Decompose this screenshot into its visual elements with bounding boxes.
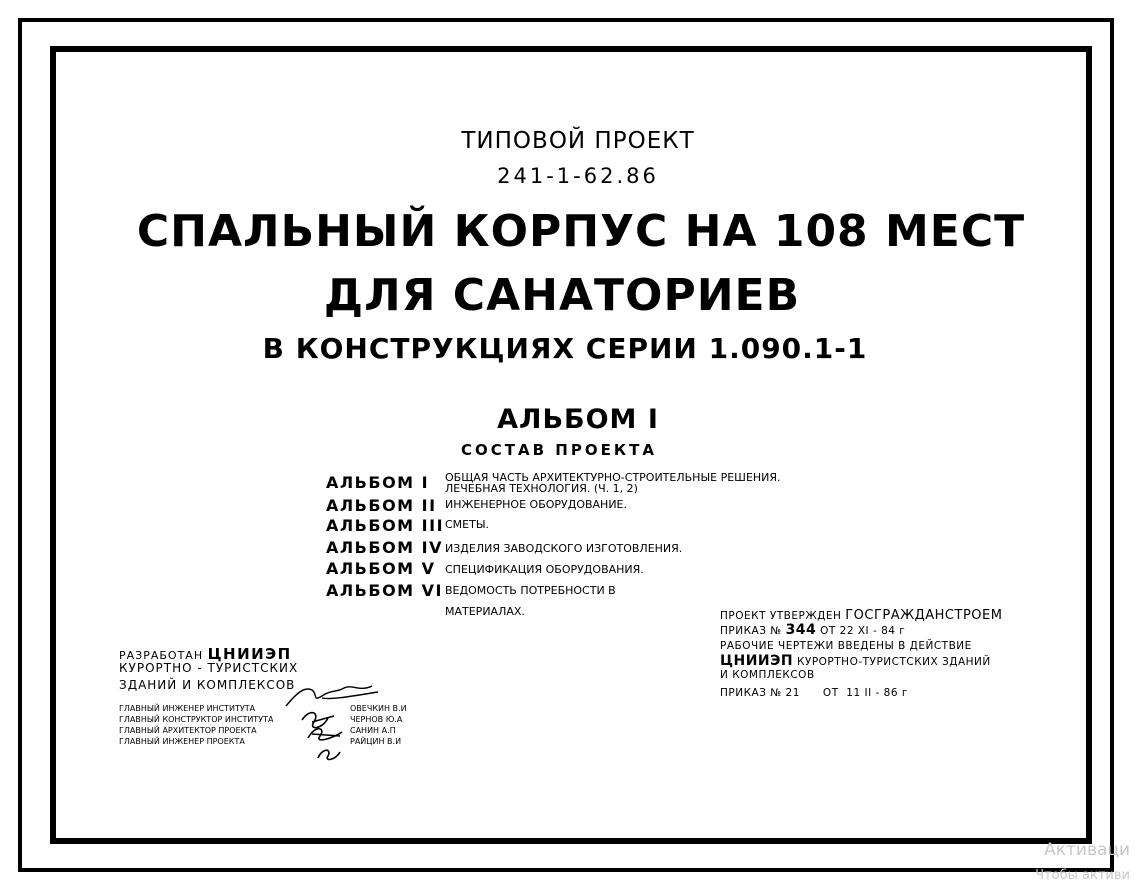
staff-name-2: ЧЕРНОВ Ю.А [350, 715, 403, 724]
composition-heading: СОСТАВ ПРОЕКТА [461, 441, 657, 459]
approval-org-2-rest: КУРОРТНО-ТУРИСТСКИХ ЗДАНИЙ [796, 656, 991, 668]
staff-name-4: РАЙЦИН В.И [350, 737, 402, 746]
approval-line-6: ПРИКАЗ № 21 ОТ 11 II - 86 г [720, 687, 908, 699]
staff-role-1: ГЛАВНЫЙ ИНЖЕНЕР ИНСТИТУТА [119, 704, 256, 713]
title-line-2: ДЛЯ САНАТОРИЕВ [323, 270, 801, 321]
developer-line-2: КУРОРТНО - ТУРИСТСКИХ [119, 661, 299, 675]
approval-line-2 [720, 622, 905, 638]
activation-watermark-sub: Чтобы активи [1035, 868, 1130, 883]
approval-line-5: И КОМПЛЕКСОВ [720, 669, 815, 681]
title-line-3: В КОНСТРУКЦИЯХ СЕРИИ 1.090.1-1 [262, 332, 868, 365]
order-prefix: ПРИКАЗ № [720, 625, 782, 637]
order-number: 344 [785, 622, 817, 638]
project-type: ТИПОВОЙ ПРОЕКТ [461, 128, 695, 154]
approval-line-4 [720, 653, 991, 669]
staff-role-3: ГЛАВНЫЙ АРХИТЕКТОР ПРОЕКТА [119, 726, 257, 735]
album-3-name: АЛЬБОМ III [326, 516, 445, 535]
approval-org-2: ЦНИИЭП [720, 653, 794, 669]
developer-org: ЦНИИЭП [207, 645, 292, 663]
signatures-graphic [282, 672, 392, 764]
album-6-desc-2: МАТЕРИАЛАХ. [445, 605, 525, 618]
project-number: 241-1-62.86 [497, 164, 659, 188]
developer-prefix: РАЗРАБОТАН [119, 649, 204, 662]
album-2-name: АЛЬБОМ II [326, 496, 437, 515]
approval-line-1 [720, 608, 1002, 623]
album-1-name: АЛЬБОМ I [326, 473, 430, 492]
title-line-1: СПАЛЬНЫЙ КОРПУС НА 108 МЕСТ [136, 206, 1026, 257]
album-2-desc-1: ИНЖЕНЕРНОЕ ОБОРУДОВАНИЕ. [445, 498, 627, 511]
staff-name-3: САНИН А.П [350, 726, 396, 735]
order-date: ОТ 22 XI - 84 г [820, 625, 906, 637]
approval-prefix: ПРОЕКТ УТВЕРЖДЕН [720, 610, 842, 622]
activation-watermark: Активаци [1044, 840, 1130, 860]
album-title: АЛЬБОМ I [497, 404, 659, 435]
album-5-name: АЛЬБОМ V [326, 559, 436, 578]
album-5-desc-1: СПЕЦИФИКАЦИЯ ОБОРУДОВАНИЯ. [445, 563, 644, 576]
album-3-desc-1: СМЕТЫ. [445, 518, 490, 531]
album-1-desc-1: ОБЩАЯ ЧАСТЬ АРХИТЕКТУРНО-СТРОИТЕЛЬНЫЕ РЕШЕНИЯ. [445, 471, 781, 484]
developer-line-3: ЗДАНИЙ И КОМПЛЕКСОВ [119, 678, 296, 692]
approval-line-3: РАБОЧИЕ ЧЕРТЕЖИ ВВЕДЕНЫ В ДЕЙСТВИЕ [720, 640, 972, 652]
album-1-desc-2: ЛЕЧЕБНАЯ ТЕХНОЛОГИЯ. (Ч. 1, 2) [445, 482, 638, 495]
album-4-desc-1: ИЗДЕЛИЯ ЗАВОДСКОГО ИЗГОТОВЛЕНИЯ. [445, 542, 683, 555]
staff-role-2: ГЛАВНЫЙ КОНСТРУКТОР ИНСТИТУТА [119, 715, 274, 724]
staff-role-4: ГЛАВНЫЙ ИНЖЕНЕР ПРОЕКТА [119, 737, 245, 746]
staff-name-1: ОВЕЧКИН В.И [350, 704, 407, 713]
album-6-desc-1: ВЕДОМОСТЬ ПОТРЕБНОСТИ В [445, 584, 616, 597]
approval-org: ГОСГРАЖДАНСТРОЕМ [845, 608, 1003, 623]
album-6-name: АЛЬБОМ VI [326, 581, 443, 600]
album-4-name: АЛЬБОМ IV [326, 538, 443, 557]
